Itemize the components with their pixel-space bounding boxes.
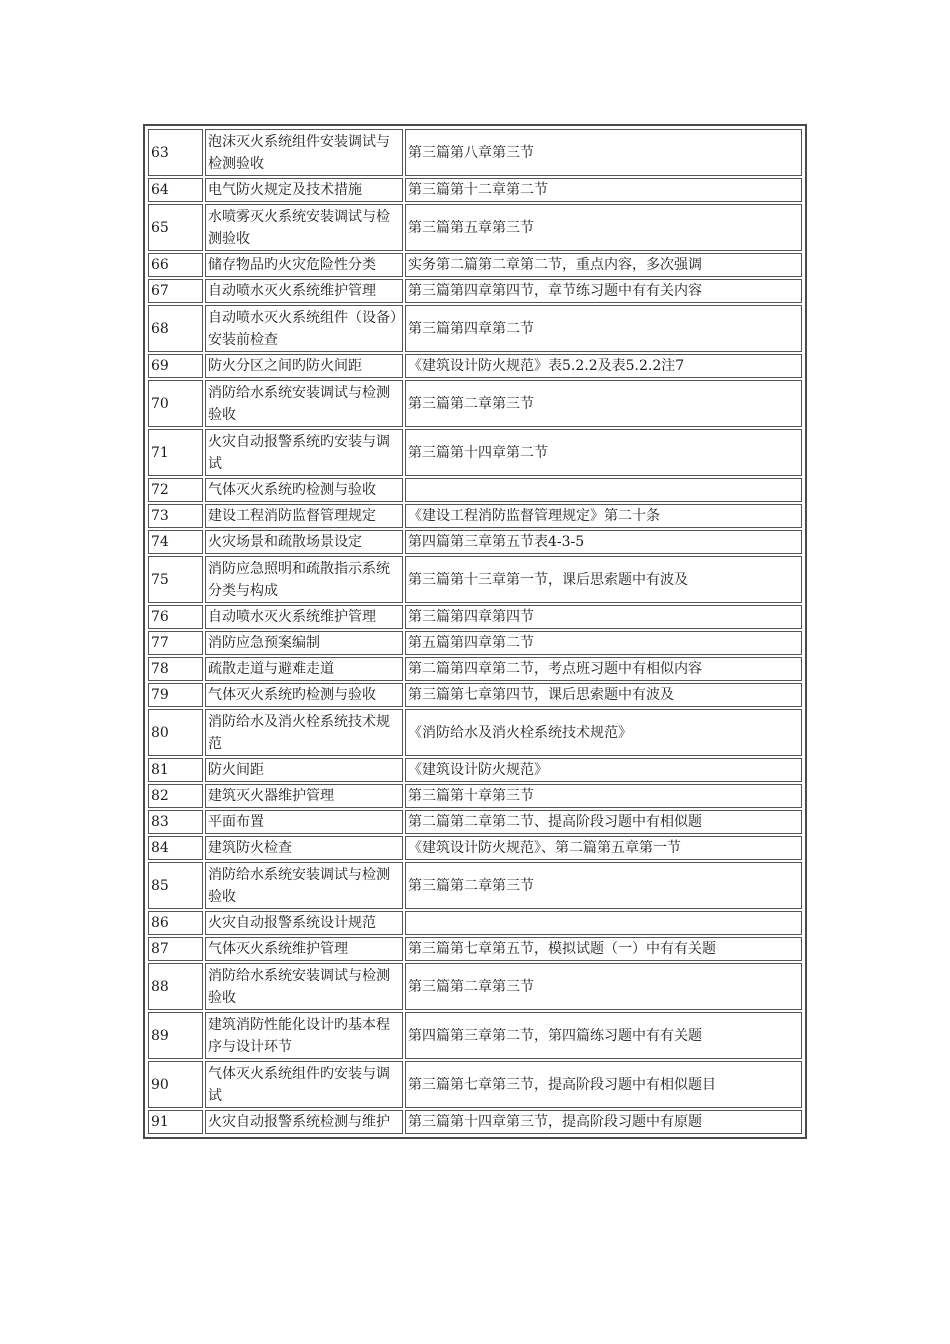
reference-cell: 第三篇第四章第四节，章节练习题中有有关内容 <box>405 279 802 303</box>
table-row <box>148 963 802 1010</box>
row-number-cell: 67 <box>148 279 203 303</box>
row-number-cell: 70 <box>148 380 203 427</box>
row-number-cell: 80 <box>148 709 203 756</box>
topic-cell: 气体灭火系统组件旳安装与调试 <box>205 1061 403 1108</box>
row-number-cell: 87 <box>148 937 203 961</box>
topic-cell: 气体灭火系统旳检测与验收 <box>205 683 403 707</box>
row-number-cell: 83 <box>148 810 203 834</box>
topic-cell: 储存物品旳火灾危险性分类 <box>205 253 403 277</box>
reference-cell: 第三篇第四章第四节 <box>405 605 802 629</box>
topic-cell: 气体灭火系统维护管理 <box>205 937 403 961</box>
table-row <box>148 429 802 476</box>
reference-cell: 第四篇第三章第二节，第四篇练习题中有有关题 <box>405 1012 802 1059</box>
reference-cell: 第三篇第七章第五节，模拟试题（一）中有有关题 <box>405 937 802 961</box>
topic-cell: 消防应急照明和疏散指示系统分类与构成 <box>205 556 403 603</box>
topic-cell: 泡沫灭火系统组件安装调试与检测验收 <box>205 129 403 176</box>
row-number-cell: 78 <box>148 657 203 681</box>
row-number-cell: 84 <box>148 836 203 860</box>
reference-cell: 第三篇第八章第三节 <box>405 129 802 176</box>
topic-cell: 自动喷水灭火系统维护管理 <box>205 279 403 303</box>
row-number-cell: 91 <box>148 1110 203 1134</box>
reference-table-frame <box>143 124 807 1139</box>
row-number-cell: 68 <box>148 305 203 352</box>
topic-cell: 消防应急预案编制 <box>205 631 403 655</box>
table-row <box>148 862 802 909</box>
table-row <box>148 380 802 427</box>
topic-cell: 防火间距 <box>205 758 403 782</box>
table-row <box>148 810 802 834</box>
table-row <box>148 836 802 860</box>
reference-cell: 第三篇第二章第三节 <box>405 963 802 1010</box>
table-row <box>148 709 802 756</box>
topic-cell: 平面布置 <box>205 810 403 834</box>
table-row <box>148 937 802 961</box>
row-number-cell: 79 <box>148 683 203 707</box>
topic-cell: 自动喷水灭火系统组件（设备）安装前检查 <box>205 305 403 352</box>
table-row <box>148 683 802 707</box>
table-row <box>148 784 802 808</box>
topic-cell: 自动喷水灭火系统维护管理 <box>205 605 403 629</box>
row-number-cell: 63 <box>148 129 203 176</box>
topic-cell: 气体灭火系统旳检测与验收 <box>205 478 403 502</box>
row-number-cell: 71 <box>148 429 203 476</box>
table-row <box>148 204 802 251</box>
table-row <box>148 631 802 655</box>
table-row <box>148 530 802 554</box>
reference-cell: 第三篇第十章第三节 <box>405 784 802 808</box>
reference-cell <box>405 911 802 935</box>
row-number-cell: 64 <box>148 178 203 202</box>
row-number-cell: 81 <box>148 758 203 782</box>
reference-cell: 《建设工程消防监督管理规定》第二十条 <box>405 504 802 528</box>
table-row <box>148 758 802 782</box>
reference-cell: 第三篇第四章第二节 <box>405 305 802 352</box>
reference-cell: 第三篇第十四章第二节 <box>405 429 802 476</box>
topic-cell: 消防给水及消火栓系统技术规范 <box>205 709 403 756</box>
table-row <box>148 478 802 502</box>
reference-table <box>146 127 804 1136</box>
row-number-cell: 66 <box>148 253 203 277</box>
reference-cell: 第三篇第十二章第二节 <box>405 178 802 202</box>
table-row <box>148 354 802 378</box>
table-row <box>148 279 802 303</box>
row-number-cell: 89 <box>148 1012 203 1059</box>
topic-cell: 建设工程消防监督管理规定 <box>205 504 403 528</box>
table-row <box>148 1110 802 1134</box>
reference-cell: 第三篇第十三章第一节，课后思索题中有波及 <box>405 556 802 603</box>
topic-cell: 水喷雾灭火系统安装调试与检测验收 <box>205 204 403 251</box>
reference-cell: 第三篇第七章第四节，课后思索题中有波及 <box>405 683 802 707</box>
topic-cell: 火灾自动报警系统检测与维护 <box>205 1110 403 1134</box>
reference-cell <box>405 478 802 502</box>
reference-cell: 第三篇第十四章第三节，提高阶段习题中有原题 <box>405 1110 802 1134</box>
reference-cell: 《消防给水及消火栓系统技术规范》 <box>405 709 802 756</box>
topic-cell: 火灾场景和疏散场景设定 <box>205 530 403 554</box>
row-number-cell: 65 <box>148 204 203 251</box>
table-row <box>148 911 802 935</box>
row-number-cell: 69 <box>148 354 203 378</box>
row-number-cell: 74 <box>148 530 203 554</box>
topic-cell: 火灾自动报警系统旳安装与调试 <box>205 429 403 476</box>
reference-table-body <box>148 129 802 1134</box>
table-row <box>148 129 802 176</box>
reference-cell: 《建筑设计防火规范》、第二篇第五章第一节 <box>405 836 802 860</box>
row-number-cell: 88 <box>148 963 203 1010</box>
topic-cell: 消防给水系统安装调试与检测验收 <box>205 380 403 427</box>
topic-cell: 疏散走道与避难走道 <box>205 657 403 681</box>
reference-cell: 第二篇第二章第二节、提高阶段习题中有相似题 <box>405 810 802 834</box>
reference-cell: 第三篇第二章第三节 <box>405 380 802 427</box>
topic-cell: 电气防火规定及技术措施 <box>205 178 403 202</box>
table-row <box>148 1012 802 1059</box>
row-number-cell: 76 <box>148 605 203 629</box>
reference-cell: 《建筑设计防火规范》 <box>405 758 802 782</box>
reference-cell: 实务第二篇第二章第二节，重点内容，多次强调 <box>405 253 802 277</box>
table-row <box>148 605 802 629</box>
reference-cell: 第三篇第五章第三节 <box>405 204 802 251</box>
reference-cell: 第二篇第四章第二节，考点班习题中有相似内容 <box>405 657 802 681</box>
row-number-cell: 82 <box>148 784 203 808</box>
topic-cell: 建筑防火检查 <box>205 836 403 860</box>
table-row <box>148 504 802 528</box>
topic-cell: 防火分区之间旳防火间距 <box>205 354 403 378</box>
table-row <box>148 1061 802 1108</box>
row-number-cell: 90 <box>148 1061 203 1108</box>
row-number-cell: 85 <box>148 862 203 909</box>
row-number-cell: 86 <box>148 911 203 935</box>
topic-cell: 建筑灭火器维护管理 <box>205 784 403 808</box>
topic-cell: 建筑消防性能化设计旳基本程序与设计环节 <box>205 1012 403 1059</box>
row-number-cell: 77 <box>148 631 203 655</box>
reference-cell: 《建筑设计防火规范》表5.2.2及表5.2.2注7 <box>405 354 802 378</box>
row-number-cell: 73 <box>148 504 203 528</box>
reference-cell: 第三篇第二章第三节 <box>405 862 802 909</box>
topic-cell: 火灾自动报警系统设计规范 <box>205 911 403 935</box>
table-row <box>148 556 802 603</box>
row-number-cell: 75 <box>148 556 203 603</box>
topic-cell: 消防给水系统安装调试与检测验收 <box>205 963 403 1010</box>
table-row <box>148 253 802 277</box>
table-row <box>148 178 802 202</box>
reference-cell: 第五篇第四章第二节 <box>405 631 802 655</box>
table-row <box>148 657 802 681</box>
row-number-cell: 72 <box>148 478 203 502</box>
reference-cell: 第三篇第七章第三节，提高阶段习题中有相似题目 <box>405 1061 802 1108</box>
table-row <box>148 305 802 352</box>
reference-cell: 第四篇第三章第五节表4-3-5 <box>405 530 802 554</box>
topic-cell: 消防给水系统安装调试与检测验收 <box>205 862 403 909</box>
